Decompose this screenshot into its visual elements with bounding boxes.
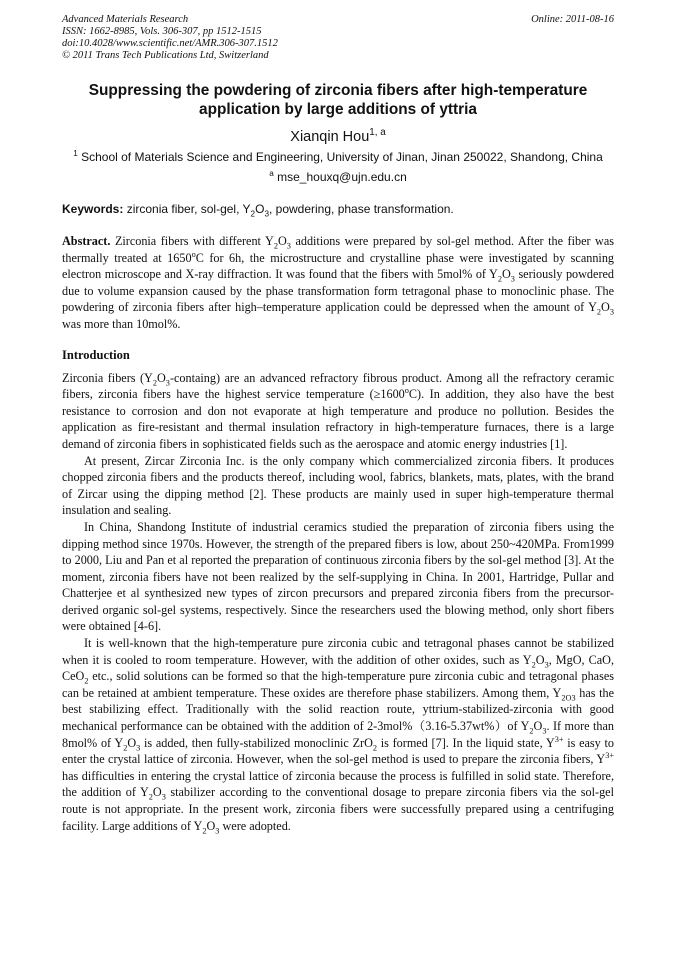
subscript: 2O3 — [561, 693, 576, 703]
subscript: 3 — [161, 792, 166, 802]
journal-doi[interactable]: doi:10.4028/www.scientific.net/AMR.306-307.1512 — [62, 38, 278, 49]
paragraph-text: , MgO, CaO, CeO — [62, 652, 615, 684]
journal-header — [62, 14, 614, 62]
paper-title: Suppressing the powdering of zirconia fibers after high-temperature application by large additions of yttria — [88, 82, 588, 118]
abstract-text: O — [601, 300, 610, 315]
paragraph: At present, Zircar Zirconia Inc. is the only company which commercialized zirconia fibers. It produces chopped zirconia fibers and the products thereof, including wool, fabrics, blankets, mats, plates, with the brand of Zircar using the dipping method [2]. These products are mainly used in super high-temperature thermal insulation and sealing. — [62, 453, 614, 518]
author-line — [62, 128, 614, 146]
subscript: 2 — [202, 826, 207, 836]
abstract-text: additions were prepared by sol-gel method. After the fiber was thermally treated at 1650 — [62, 234, 615, 265]
subscript: 3 — [165, 378, 170, 387]
abstract — [62, 233, 614, 333]
paragraph — [62, 370, 614, 453]
subscript: 3 — [215, 826, 220, 836]
paragraph-text: were adopted. — [219, 818, 291, 833]
subscript: 3 — [609, 307, 614, 317]
degree-sup: o — [404, 386, 409, 396]
affiliation-text: School of Materials Science and Engineering, University of Jinan, Jinan 250022, Shandong, China — [81, 150, 603, 164]
subscript: 2 — [372, 743, 378, 753]
abstract-text: O — [501, 267, 511, 282]
keywords-text: , powdering, phase transformation. — [268, 202, 454, 216]
paragraph-text: . If more than 8mol% of Y — [62, 719, 614, 750]
paragraph-text: C). In addition, they also have the best resistance to corrosion and don not evaporate at high temperature and produce no pollution. Besides the application as fire-resistant and thermal insulation refractory in high-temperature furnaces, there is a large demand of zirconia fibers in sophisticated fields such as the aerospace and atomic energy industries [1]. — [62, 387, 614, 451]
paragraph-text: O — [535, 652, 545, 667]
paper-page — [62, 14, 614, 834]
paragraph-text: has difficulties in entering the crystal lattice of zirconia because the process is fulfilled in solid state. Therefore, the addition of Y — [62, 768, 614, 800]
subscript: 3 — [136, 743, 141, 753]
subscript: 2 — [596, 307, 602, 317]
superscript: 3+ — [605, 751, 614, 761]
paragraph-text: is formed [7]. In the liquid state, Y — [377, 735, 555, 750]
keywords-sub: 3 — [264, 209, 269, 219]
keywords-text: zirconia fiber, sol-gel, Y — [126, 202, 251, 216]
abstract-text: Zirconia fibers with different Y — [114, 234, 274, 248]
section-heading-introduction: Introduction — [62, 347, 130, 362]
paragraph: In China, Shandong Institute of industrial ceramics studied the preparation of zirconia fibers using the dipping method since 1970s. However, the strength of the prepared fibers is low, about 250~420MPa. From1999 to 2000, Liu and Pan et al reported the preparation of continuous zirconia fibers by the sol-gel method [3]. At the moment, zirconia fibers have not been realized by the self-supplying in China. In 2001, Hartridge, Pullar and Chatterjee et al synthesized new types of zircon precursors and prepared zirconia fibers from the precursor-derived organic sol-gel systems, respectively. Since the researchers used the blowing method, only short fibers were obtained [4-6]. — [62, 519, 614, 634]
keywords-label: Keywords: — [62, 202, 124, 216]
email-address[interactable]: mse_houxq@ujn.edu.cn — [277, 170, 407, 184]
affiliation-sup: 1 — [73, 149, 78, 158]
keywords — [62, 202, 614, 217]
paragraph-text: Zirconia fibers (Y — [62, 370, 153, 385]
abstract-text: O — [277, 234, 287, 248]
introduction-body — [62, 370, 614, 835]
subscript: 2 — [273, 241, 278, 251]
subscript: 3 — [510, 274, 515, 284]
paragraph-text: has the best stabilizing effect. Traditionally with the solid reaction route, yttrium-stabilized-zirconia with good mechanical performance can be obtained with the addition of 2-3mol%（3.16-5.37wt%）of Y — [62, 685, 615, 734]
paragraph-text: etc., solid solutions can be formed so that the high-temperature pure zirconia cubic and tetragonal phases can be retained at ambient temperature. These oxides are therefore phase stabilizers. Among them, Y — [62, 669, 614, 700]
subscript: 3 — [544, 660, 549, 670]
superscript: 3+ — [554, 734, 564, 744]
subscript: 3 — [542, 726, 547, 736]
paragraph-text: is added, then fully-stabilized monoclinic ZrO — [140, 735, 373, 750]
paragraph-text: O — [152, 785, 162, 800]
subscript: 3 — [286, 241, 291, 251]
affiliation — [62, 150, 614, 165]
paragraph-text: It is well-known that the high-temperature pure zirconia cubic and tetragonal phases cannot be stabilized when it is cooled to room temperature. However, with the addition of other oxides, such as Y — [62, 636, 614, 667]
keywords-text: O — [255, 202, 265, 216]
paragraph — [62, 635, 614, 834]
journal-issn: ISSN: 1662-8985, Vols. 306-307, pp 1512-1515 — [62, 26, 262, 37]
abstract-label: Abstract. — [62, 234, 111, 248]
paragraph-text: O — [156, 370, 166, 385]
journal-name: Advanced Materials Research — [62, 14, 189, 25]
online-date: Online: 2011-08-16 — [531, 14, 614, 25]
journal-copyright: © 2011 Trans Tech Publications Ltd, Switzerland — [62, 50, 269, 61]
author-sup: 1, a — [369, 127, 386, 139]
paragraph-text: is easy to enter the crystal lattice of zirconia. However, when the sol-gel method is used to prepare the zirconia fibers, Y — [62, 735, 614, 767]
abstract-text: seriously powdered due to volume expansion caused by the phase transformation form tetragonal phase to monoclinic phase. The powdering of zirconia fibers after high–temperature application could be depressed when the amount of Y — [62, 267, 615, 315]
subscript: 2 — [84, 676, 89, 686]
subscript: 2 — [531, 660, 536, 670]
paragraph-text: O — [206, 818, 216, 833]
subscript: 2 — [148, 792, 153, 802]
subscript: 2 — [497, 274, 502, 284]
paragraph-text: stabilizer according to the conventional dosage to prepare zirconia fibers via the sol-gel route is not appropriate. In the present work, zirconia fibers were successfully prepared using a centrifuging facility. Large additions of Y — [62, 785, 614, 833]
subscript: 2 — [529, 726, 534, 736]
degree-sup: o — [191, 249, 196, 259]
email-sup: a — [269, 169, 274, 178]
abstract-text: was more than 10mol%. — [62, 316, 181, 331]
subscript: 2 — [123, 743, 128, 753]
paragraph-text: -containg) are an advanced refractory fibrous product. Among all the refractory ceramic fibers, zirconia fibers have the highest service temperature (≥1600 — [62, 370, 614, 402]
author-name: Xianqin Hou — [290, 129, 370, 145]
keywords-sub: 2 — [250, 209, 256, 219]
paragraph-text: O — [533, 719, 543, 734]
paragraph-text: O — [127, 735, 137, 750]
email-line — [62, 170, 614, 185]
subscript: 2 — [152, 378, 157, 387]
abstract-text: C for 6h, the microstructure and crystalline phase were investigated by scanning electron microscope and X-ray diffraction. It was found that the fibers with 5mol% of Y — [62, 250, 615, 282]
